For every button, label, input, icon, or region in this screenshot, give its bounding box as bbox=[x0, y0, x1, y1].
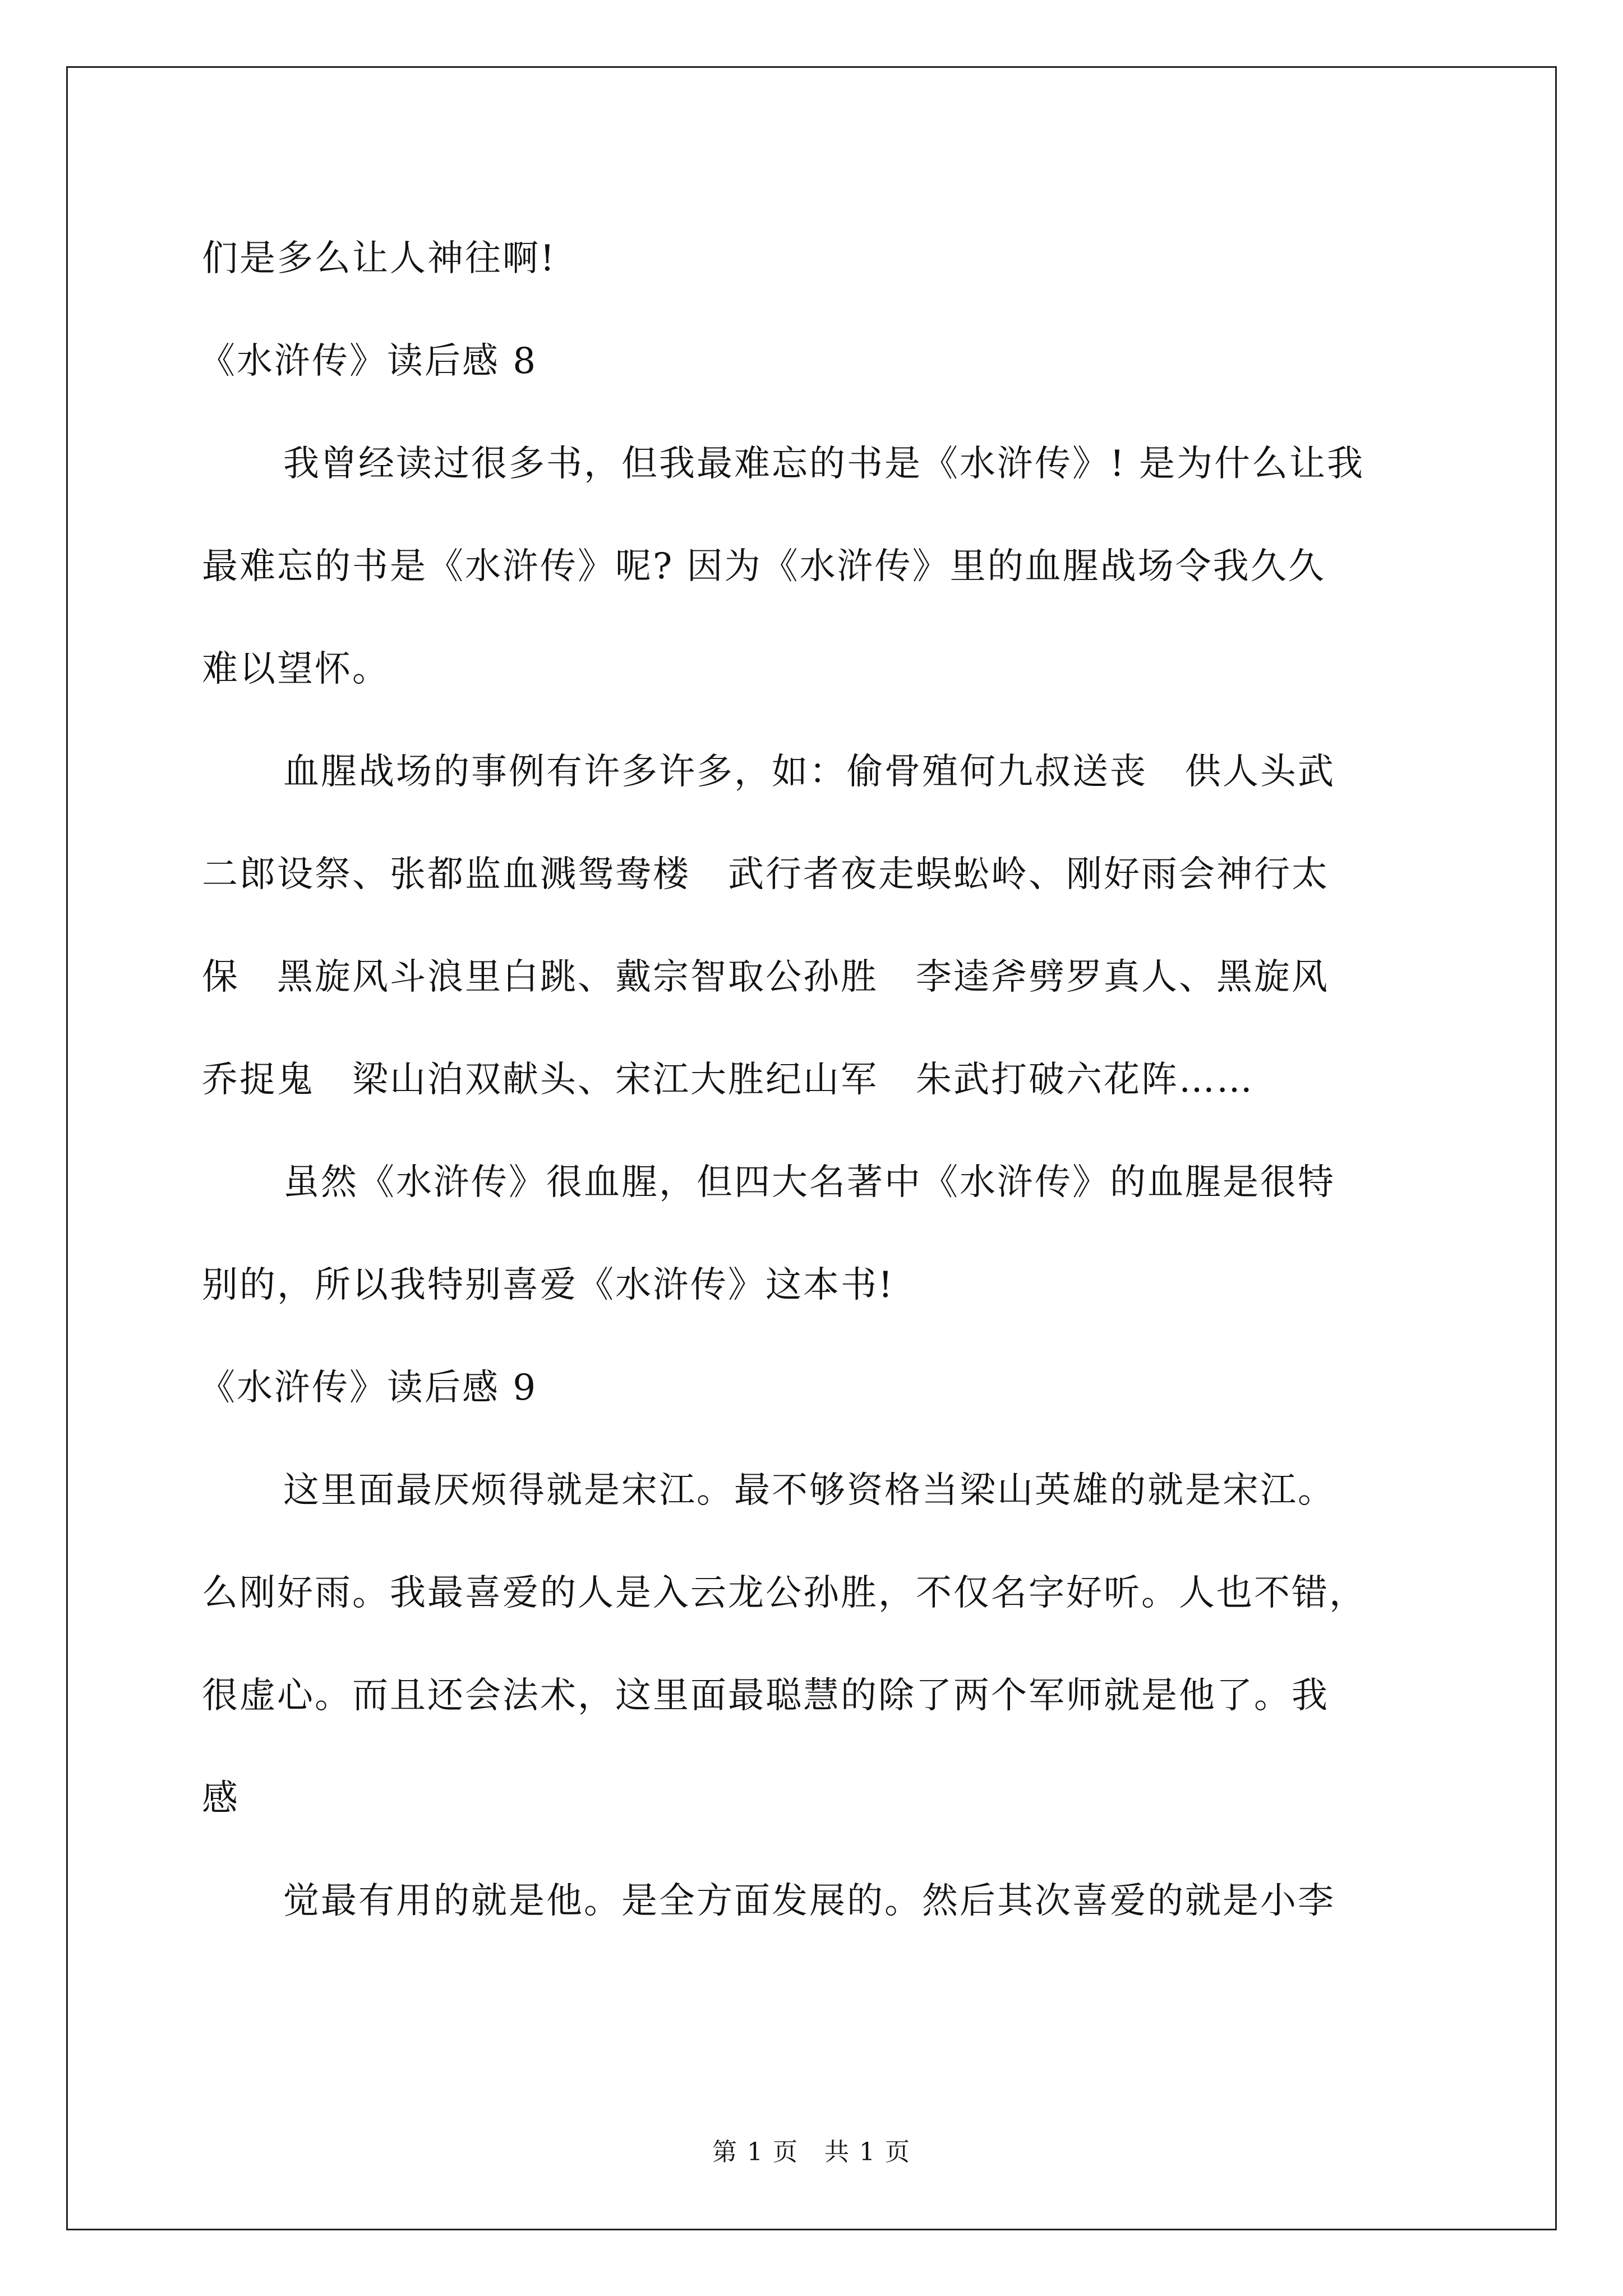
text-line-3: 我曾经读过很多书，但我最难忘的书是《水浒传》! 是为什么让我 bbox=[283, 443, 1365, 485]
text-line-9: 乔捉鬼 梁山泊双献头、宋江大胜纪山军 朱武打破六花阵…… bbox=[202, 1059, 1254, 1101]
text-line-17: 觉最有用的就是他。是全方面发展的。然后其次喜爱的就是小李 bbox=[283, 1880, 1335, 1922]
page-footer: 第 1 页 共 1 页 bbox=[712, 2138, 911, 2166]
text-line-11: 别的，所以我特别喜爱《水浒传》这本书! bbox=[202, 1264, 895, 1306]
document-body bbox=[199, 208, 1436, 1953]
text-line-7: 二郎设祭、张都监血溅鸳鸯楼 武行者夜走蜈蚣岭、刚好雨会神行太 bbox=[202, 854, 1329, 895]
text-line-4: 最难忘的书是《水浒传》呢? 因为《水浒传》里的血腥战场令我久久 bbox=[202, 546, 1326, 587]
section-heading-8: 《水浒传》读后感 8 bbox=[199, 341, 538, 382]
text-line-16: 感 bbox=[202, 1778, 239, 1819]
text-line-15: 很虚心。而且还会法术，这里面最聪慧的除了两个军师就是他了。我 bbox=[202, 1675, 1329, 1717]
text-line-5: 难以望怀。 bbox=[202, 648, 390, 690]
text-line-1: 们是多么让人神往啊! bbox=[202, 238, 556, 279]
text-line-8: 保 黑旋风斗浪里白跳、戴宗智取公孙胜 李逵斧劈罗真人、黑旋风 bbox=[202, 956, 1329, 998]
text-line-13: 这里面最厌烦得就是宋江。最不够资格当梁山英雄的就是宋江。 bbox=[283, 1470, 1335, 1511]
text-line-14: 么刚好雨。我最喜爱的人是入云龙公孙胜，不仅名字好听。人也不错， bbox=[202, 1572, 1367, 1614]
section-heading-9: 《水浒传》读后感 9 bbox=[199, 1367, 538, 1409]
text-line-6: 血腥战场的事例有许多许多，如：偷骨殖何九叔送丧 供人头武 bbox=[283, 751, 1335, 793]
text-line-10: 虽然《水浒传》很血腥，但四大名著中《水浒传》的血腥是很特 bbox=[283, 1162, 1335, 1203]
